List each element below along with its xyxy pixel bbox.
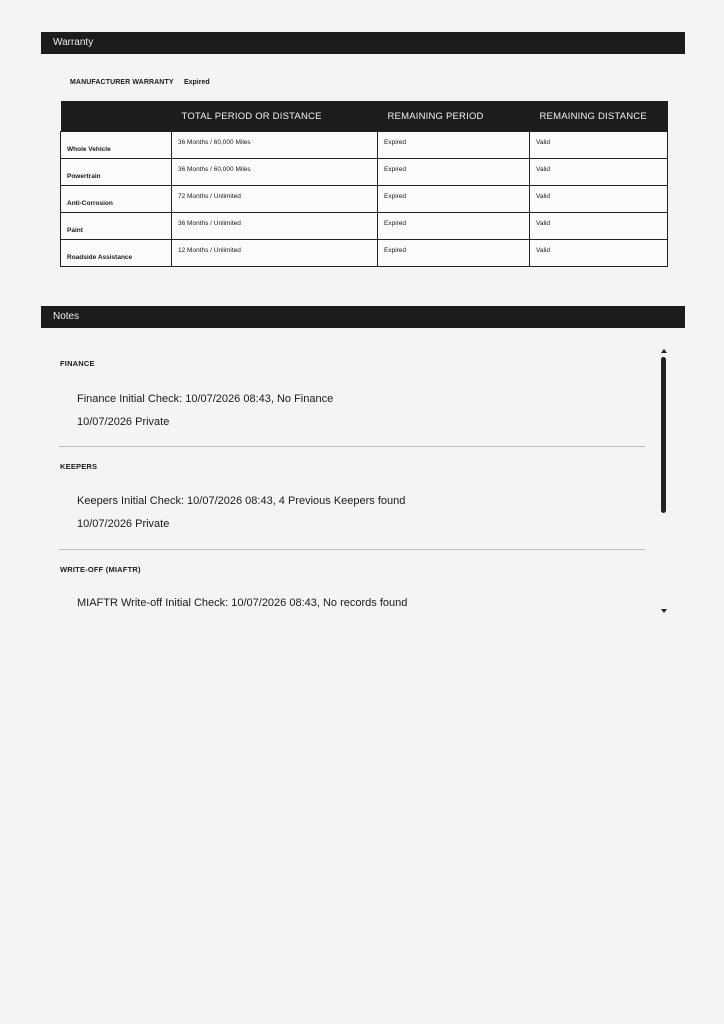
table-row — [61, 213, 668, 240]
keepers-note: Keepers Initial Check: 10/07/2026 08:43, 4 Previous Keepers found — [77, 495, 406, 507]
warranty-total: 36 Months / 60,000 Miles — [172, 159, 378, 186]
table-row — [61, 186, 668, 213]
scroll-thumb[interactable] — [661, 357, 666, 513]
finance-note: Finance Initial Check: 10/07/2026 08:43, No Finance — [77, 393, 334, 405]
column-header-total: TOTAL PERIOD OR DISTANCE — [172, 101, 378, 132]
warranty-remaining-distance: Valid — [530, 159, 668, 186]
warranty-remaining-period: Expired — [378, 186, 530, 213]
warranty-category: Paint — [61, 213, 172, 240]
warranty-category: Roadside Assistance — [61, 240, 172, 267]
manufacturer-warranty-value: Expired — [183, 79, 210, 86]
warranty-remaining-period: Expired — [378, 132, 530, 159]
note-divider — [59, 446, 645, 447]
table-row — [61, 240, 668, 267]
column-header-category — [61, 101, 172, 132]
warranty-table — [60, 101, 668, 267]
column-header-remaining-period: REMAINING PERIOD — [378, 101, 530, 132]
warranty-category: Anti-Corrosion — [61, 186, 172, 213]
warranty-total: 36 Months / Unlimited — [172, 213, 378, 240]
warranty-remaining-distance: Valid — [530, 132, 668, 159]
warranty-remaining-period: Expired — [378, 240, 530, 267]
notes-section-header: Notes — [41, 306, 685, 328]
warranty-category: Whole Vehicle — [61, 132, 172, 159]
scroll-down-arrow-icon[interactable] — [661, 609, 667, 613]
writeoff-heading: WRITE-OFF (MIAFTR) — [60, 565, 141, 574]
table-row — [61, 159, 668, 186]
notes-scrollbar[interactable] — [659, 349, 669, 615]
warranty-total: 72 Months / Unlimited — [172, 186, 378, 213]
warranty-remaining-period: Expired — [378, 159, 530, 186]
warranty-remaining-distance: Valid — [530, 186, 668, 213]
warranty-category: Powertrain — [61, 159, 172, 186]
keepers-note: 10/07/2026 Private — [77, 518, 170, 530]
column-header-remaining-distance: REMAINING DISTANCE — [530, 101, 668, 132]
warranty-total: 12 Months / Unlimited — [172, 240, 378, 267]
writeoff-note: MIAFTR Write-off Initial Check: 10/07/2026 08:43, No records found — [77, 597, 408, 609]
manufacturer-warranty-label: MANUFACTURER WARRANTY — [70, 79, 174, 86]
warranty-remaining-distance: Valid — [530, 240, 668, 267]
warranty-table-header — [61, 101, 668, 132]
warranty-section-header: Warranty — [41, 32, 685, 54]
keepers-heading: KEEPERS — [60, 462, 98, 471]
finance-note: 10/07/2026 Private — [77, 416, 170, 428]
warranty-remaining-period: Expired — [378, 213, 530, 240]
warranty-remaining-distance: Valid — [530, 213, 668, 240]
manufacturer-warranty-row — [70, 79, 210, 86]
finance-heading: FINANCE — [60, 359, 95, 368]
note-divider — [59, 549, 645, 550]
scroll-up-arrow-icon[interactable] — [661, 349, 667, 353]
warranty-total: 36 Months / 60,000 Miles — [172, 132, 378, 159]
table-row — [61, 132, 668, 159]
notes-panel[interactable] — [59, 340, 669, 630]
